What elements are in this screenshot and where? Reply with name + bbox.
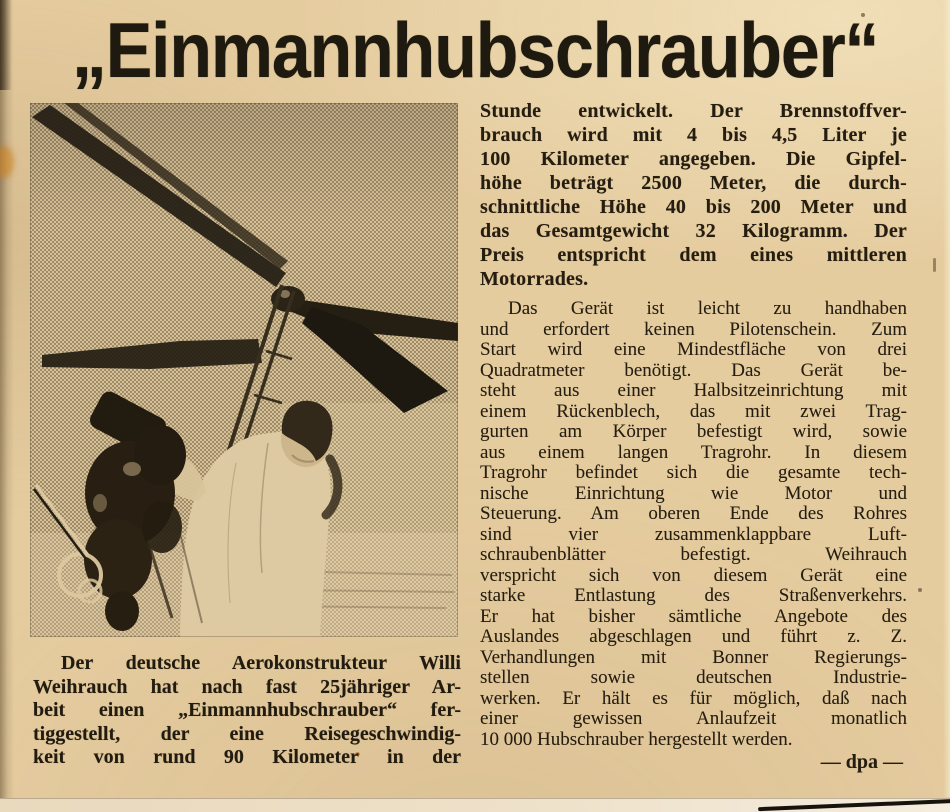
body-line: einer gewissen Anlaufzeit monatlich bbox=[480, 708, 907, 729]
helicopter-photo-illustration bbox=[30, 103, 458, 637]
body-line: Das Gerät ist leicht zu handhaben bbox=[508, 298, 907, 319]
article-column bbox=[480, 99, 907, 773]
body-line: nische Einrichtung wie Motor und bbox=[480, 482, 907, 504]
clipping-right-edge-highlight bbox=[943, 0, 950, 797]
body-line: Stunde entwickelt. Der Brennstoffver- bbox=[480, 100, 907, 122]
body-line: Verhandlungen mit Bonner Regierungs- bbox=[480, 646, 907, 668]
article-paragraph-bold bbox=[480, 99, 907, 291]
engine-part bbox=[134, 425, 186, 485]
body-line: und erfordert keinen Pilotenschein. Zum bbox=[480, 318, 907, 340]
body-line: Preis entspricht dem eines mittleren bbox=[480, 244, 907, 266]
clipping-left-edge-shadow bbox=[0, 0, 14, 800]
dpa-byline: — dpa — bbox=[820, 751, 903, 773]
body-line: steht aus einer Halbsitzeinrichtung mit bbox=[480, 380, 907, 401]
photo-caption bbox=[33, 652, 461, 770]
engine-highlight bbox=[123, 462, 141, 476]
body-line: einem Rückenblech, das mit zwei Trag- bbox=[480, 400, 907, 422]
body-line: starke Entlastung des Straßenverkehrs. bbox=[480, 585, 907, 606]
caption-line: Der deutsche Aerokonstrukteur Willi bbox=[61, 652, 461, 674]
body-line: schnittliche Höhe 40 bis 200 Meter und bbox=[480, 196, 907, 218]
body-line: höhe beträgt 2500 Meter, die durch- bbox=[480, 172, 907, 194]
engine-highlight bbox=[93, 494, 107, 512]
body-line: Auslandes abgeschlagen und führt z. Z. bbox=[480, 626, 907, 647]
body-line: Tragrohr befindet sich die gesamte tech- bbox=[480, 462, 907, 483]
article-headline: „Einmannhubschrauber“ bbox=[71, 6, 879, 94]
body-line: sind vier zusammenklappbare Luft- bbox=[480, 523, 907, 545]
caption-line: keit von rund 90 Kilometer in der bbox=[33, 746, 461, 768]
article-photo bbox=[30, 103, 458, 637]
body-line: Steuerung. Am oberen Ende des Rohres bbox=[480, 503, 907, 524]
caption-line: tiggestellt, der eine Reisegeschwindig- bbox=[33, 722, 461, 745]
body-line: Start wird eine Mindestfläche von drei bbox=[480, 339, 907, 360]
body-line: werken. Er hält es für möglich, daß nach bbox=[480, 687, 907, 709]
body-line: 10 000 Hubschrauber hergestellt werden. bbox=[480, 728, 793, 750]
body-line: brauch wird mit 4 bis 4,5 Liter je bbox=[480, 124, 907, 146]
body-line: Motorrades. bbox=[480, 268, 589, 290]
body-line: das Gesamtgewicht 32 Kilogramm. Der bbox=[480, 220, 907, 242]
body-line: Quadratmeter benötigt. Das Gerät be- bbox=[480, 359, 907, 381]
body-line: verspricht sich von diesem Gerät eine bbox=[480, 564, 907, 586]
article-paragraph-regular bbox=[480, 299, 907, 773]
caption-line: Weihrauch hat nach fast 25jähriger Ar- bbox=[33, 675, 461, 698]
caption-line: beit einen „Einmannhubschrauber“ fer- bbox=[33, 699, 461, 721]
clipping-left-top-shadow bbox=[0, 0, 12, 90]
body-line: Er hat bisher sämtliche Angebote des bbox=[480, 605, 907, 627]
engine-part bbox=[105, 591, 139, 631]
body-line: aus einem langen Tragrohr. In diesem bbox=[480, 441, 907, 463]
paper-speck bbox=[918, 588, 922, 592]
paper-speck bbox=[933, 258, 936, 272]
body-line: schraubenblätter befestigt. Weihrauch bbox=[480, 544, 907, 565]
body-line: stellen sowie deutschen Industrie- bbox=[480, 667, 907, 688]
body-line: 100 Kilometer angegeben. Die Gipfel- bbox=[480, 148, 907, 170]
body-line: gurten am Körper befestigt wird, sowie bbox=[480, 421, 907, 442]
